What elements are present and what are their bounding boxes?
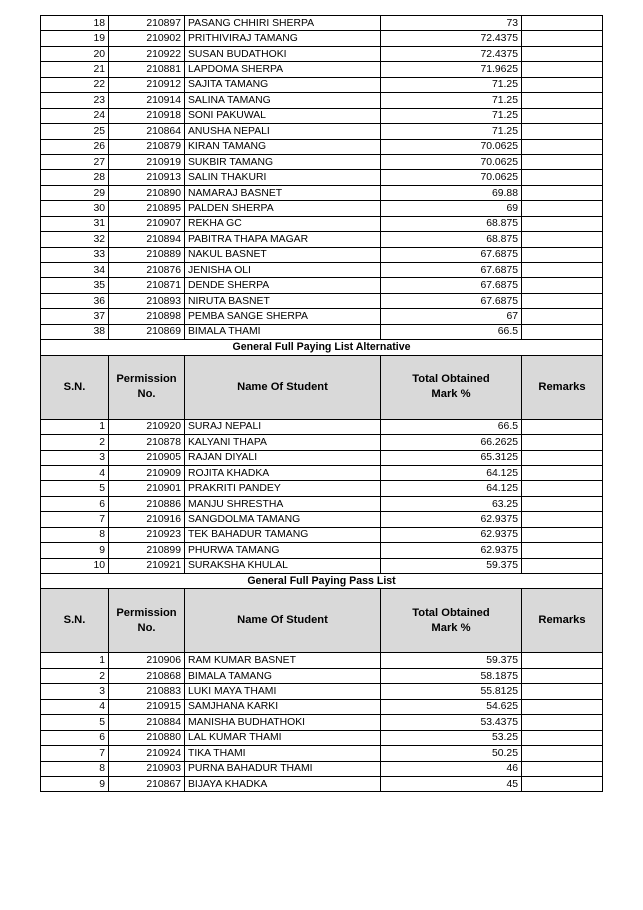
remarks-cell bbox=[522, 293, 603, 308]
total-mark: 66.5 bbox=[381, 419, 522, 434]
serial-number: 9 bbox=[41, 543, 109, 558]
permission-no-header bbox=[109, 355, 185, 419]
remarks-cell bbox=[522, 108, 603, 123]
total-mark: 70.0625 bbox=[381, 139, 522, 154]
name-header: Name Of Student bbox=[185, 355, 381, 419]
table-row bbox=[41, 730, 603, 745]
serial-number: 4 bbox=[41, 699, 109, 714]
permission-number: 210893 bbox=[109, 293, 185, 308]
serial-number: 34 bbox=[41, 263, 109, 278]
total-mark: 69 bbox=[381, 201, 522, 216]
remarks-cell bbox=[522, 543, 603, 558]
permission-number: 210897 bbox=[109, 16, 185, 31]
permission-number: 210886 bbox=[109, 496, 185, 511]
remarks-cell bbox=[522, 715, 603, 730]
header-line-1: Total Obtained bbox=[412, 606, 490, 619]
table-row bbox=[41, 201, 603, 216]
permission-number: 210924 bbox=[109, 746, 185, 761]
remarks-cell bbox=[522, 668, 603, 683]
total-mark: 68.875 bbox=[381, 216, 522, 231]
sn-header: S.N. bbox=[41, 355, 109, 419]
column-header-row bbox=[41, 355, 603, 419]
permission-number: 210871 bbox=[109, 278, 185, 293]
student-name: SALIN THAKURI bbox=[185, 170, 381, 185]
results-table bbox=[40, 15, 603, 792]
table-row bbox=[41, 715, 603, 730]
table-row bbox=[41, 435, 603, 450]
table-row bbox=[41, 419, 603, 434]
remarks-cell bbox=[522, 761, 603, 776]
serial-number: 32 bbox=[41, 232, 109, 247]
student-name: ANUSHA NEPALI bbox=[185, 124, 381, 139]
permission-number: 210914 bbox=[109, 93, 185, 108]
table-row bbox=[41, 776, 603, 791]
student-name: TEK BAHADUR TAMANG bbox=[185, 527, 381, 542]
total-mark: 66.2625 bbox=[381, 435, 522, 450]
serial-number: 2 bbox=[41, 435, 109, 450]
remarks-cell bbox=[522, 324, 603, 339]
student-name: LAPDOMA SHERPA bbox=[185, 62, 381, 77]
permission-number: 210890 bbox=[109, 185, 185, 200]
serial-number: 8 bbox=[41, 761, 109, 776]
serial-number: 23 bbox=[41, 93, 109, 108]
header-line-2: Mark % bbox=[431, 388, 471, 401]
student-name: KALYANI THAPA bbox=[185, 435, 381, 450]
serial-number: 6 bbox=[41, 730, 109, 745]
table-row bbox=[41, 512, 603, 527]
table-row bbox=[41, 16, 603, 31]
remarks-cell bbox=[522, 93, 603, 108]
student-name: NIRUTA BASNET bbox=[185, 293, 381, 308]
remarks-cell bbox=[522, 512, 603, 527]
remarks-cell bbox=[522, 185, 603, 200]
table-row bbox=[41, 684, 603, 699]
permission-number: 210894 bbox=[109, 232, 185, 247]
total-mark: 67.6875 bbox=[381, 293, 522, 308]
total-mark: 71.25 bbox=[381, 77, 522, 92]
total-mark-header bbox=[381, 589, 522, 653]
table-row bbox=[41, 450, 603, 465]
table-row bbox=[41, 653, 603, 668]
serial-number: 2 bbox=[41, 668, 109, 683]
student-name: MANJU SHRESTHA bbox=[185, 496, 381, 511]
permission-number: 210864 bbox=[109, 124, 185, 139]
table-row bbox=[41, 216, 603, 231]
remarks-cell bbox=[522, 309, 603, 324]
section-title-row bbox=[41, 574, 603, 589]
permission-number: 210918 bbox=[109, 108, 185, 123]
permission-number: 210902 bbox=[109, 31, 185, 46]
student-name: PRAKRITI PANDEY bbox=[185, 481, 381, 496]
permission-number: 210884 bbox=[109, 715, 185, 730]
permission-number: 210883 bbox=[109, 684, 185, 699]
student-name: BIMALA THAMI bbox=[185, 324, 381, 339]
remarks-cell bbox=[522, 247, 603, 262]
total-mark: 72.4375 bbox=[381, 46, 522, 61]
student-name: RAM KUMAR BASNET bbox=[185, 653, 381, 668]
remarks-cell bbox=[522, 730, 603, 745]
permission-number: 210876 bbox=[109, 263, 185, 278]
total-mark: 71.25 bbox=[381, 93, 522, 108]
remarks-cell bbox=[522, 216, 603, 231]
total-mark: 65.3125 bbox=[381, 450, 522, 465]
table-row bbox=[41, 699, 603, 714]
total-mark: 67.6875 bbox=[381, 263, 522, 278]
student-name: NAMARAJ BASNET bbox=[185, 185, 381, 200]
serial-number: 31 bbox=[41, 216, 109, 231]
sn-header: S.N. bbox=[41, 589, 109, 653]
permission-number: 210916 bbox=[109, 512, 185, 527]
student-name: SAMJHANA KARKI bbox=[185, 699, 381, 714]
table-row bbox=[41, 232, 603, 247]
header-line-2: Mark % bbox=[431, 621, 471, 634]
remarks-cell bbox=[522, 776, 603, 791]
permission-number: 210913 bbox=[109, 170, 185, 185]
table-row bbox=[41, 746, 603, 761]
table-row bbox=[41, 309, 603, 324]
student-name: PABITRA THAPA MAGAR bbox=[185, 232, 381, 247]
student-name: DENDE SHERPA bbox=[185, 278, 381, 293]
permission-number: 210901 bbox=[109, 481, 185, 496]
remarks-cell bbox=[522, 263, 603, 278]
serial-number: 3 bbox=[41, 450, 109, 465]
total-mark: 71.9625 bbox=[381, 62, 522, 77]
table-row bbox=[41, 293, 603, 308]
remarks-cell bbox=[522, 746, 603, 761]
permission-number: 210880 bbox=[109, 730, 185, 745]
serial-number: 38 bbox=[41, 324, 109, 339]
table-row bbox=[41, 465, 603, 480]
serial-number: 18 bbox=[41, 16, 109, 31]
remarks-cell bbox=[522, 465, 603, 480]
student-name: LUKI MAYA THAMI bbox=[185, 684, 381, 699]
table-row bbox=[41, 761, 603, 776]
remarks-cell bbox=[522, 481, 603, 496]
total-mark: 58.1875 bbox=[381, 668, 522, 683]
student-name: RAJAN DIYALI bbox=[185, 450, 381, 465]
remarks-cell bbox=[522, 77, 603, 92]
student-name: PASANG CHHIRI SHERPA bbox=[185, 16, 381, 31]
header-line-1: Permission bbox=[116, 606, 177, 619]
total-mark: 71.25 bbox=[381, 108, 522, 123]
serial-number: 5 bbox=[41, 715, 109, 730]
serial-number: 36 bbox=[41, 293, 109, 308]
header-line-1: Total Obtained bbox=[412, 373, 490, 386]
table-row bbox=[41, 543, 603, 558]
serial-number: 4 bbox=[41, 465, 109, 480]
serial-number: 25 bbox=[41, 124, 109, 139]
total-mark: 45 bbox=[381, 776, 522, 791]
permission-number: 210867 bbox=[109, 776, 185, 791]
serial-number: 30 bbox=[41, 201, 109, 216]
permission-number: 210881 bbox=[109, 62, 185, 77]
student-name: SURAKSHA KHULAL bbox=[185, 558, 381, 573]
serial-number: 21 bbox=[41, 62, 109, 77]
remarks-cell bbox=[522, 435, 603, 450]
total-mark: 55.8125 bbox=[381, 684, 522, 699]
student-name: JENISHA OLI bbox=[185, 263, 381, 278]
remarks-cell bbox=[522, 31, 603, 46]
total-mark: 59.375 bbox=[381, 558, 522, 573]
serial-number: 6 bbox=[41, 496, 109, 511]
permission-number: 210905 bbox=[109, 450, 185, 465]
total-mark: 67.6875 bbox=[381, 278, 522, 293]
total-mark: 69.88 bbox=[381, 185, 522, 200]
serial-number: 10 bbox=[41, 558, 109, 573]
section-title-row bbox=[41, 340, 603, 355]
student-name: BIMALA TAMANG bbox=[185, 668, 381, 683]
total-mark: 62.9375 bbox=[381, 527, 522, 542]
serial-number: 20 bbox=[41, 46, 109, 61]
remarks-cell bbox=[522, 684, 603, 699]
total-mark: 73 bbox=[381, 16, 522, 31]
total-mark: 66.5 bbox=[381, 324, 522, 339]
serial-number: 35 bbox=[41, 278, 109, 293]
remarks-header: Remarks bbox=[522, 589, 603, 653]
table-row bbox=[41, 481, 603, 496]
student-name: SUKBIR TAMANG bbox=[185, 154, 381, 169]
student-name: BIJAYA KHADKA bbox=[185, 776, 381, 791]
student-name: SURAJ NEPALI bbox=[185, 419, 381, 434]
remarks-cell bbox=[522, 699, 603, 714]
serial-number: 27 bbox=[41, 154, 109, 169]
total-mark: 46 bbox=[381, 761, 522, 776]
student-name: SAJITA TAMANG bbox=[185, 77, 381, 92]
permission-number: 210919 bbox=[109, 154, 185, 169]
permission-number: 210889 bbox=[109, 247, 185, 262]
student-name: SALINA TAMANG bbox=[185, 93, 381, 108]
student-name: ROJITA KHADKA bbox=[185, 465, 381, 480]
table-row bbox=[41, 185, 603, 200]
table-row bbox=[41, 324, 603, 339]
remarks-cell bbox=[522, 558, 603, 573]
total-mark: 50.25 bbox=[381, 746, 522, 761]
permission-number: 210868 bbox=[109, 668, 185, 683]
serial-number: 29 bbox=[41, 185, 109, 200]
remarks-cell bbox=[522, 201, 603, 216]
permission-number: 210895 bbox=[109, 201, 185, 216]
serial-number: 7 bbox=[41, 746, 109, 761]
permission-number: 210898 bbox=[109, 309, 185, 324]
table-row bbox=[41, 247, 603, 262]
student-name: NAKUL BASNET bbox=[185, 247, 381, 262]
total-mark: 67 bbox=[381, 309, 522, 324]
table-row bbox=[41, 278, 603, 293]
permission-number: 210903 bbox=[109, 761, 185, 776]
permission-number: 210899 bbox=[109, 543, 185, 558]
serial-number: 7 bbox=[41, 512, 109, 527]
total-mark-header bbox=[381, 355, 522, 419]
results-table-body bbox=[41, 16, 603, 792]
header-line-2: No. bbox=[137, 388, 156, 401]
student-name: KIRAN TAMANG bbox=[185, 139, 381, 154]
serial-number: 22 bbox=[41, 77, 109, 92]
table-row bbox=[41, 77, 603, 92]
serial-number: 9 bbox=[41, 776, 109, 791]
permission-number: 210920 bbox=[109, 419, 185, 434]
table-row bbox=[41, 558, 603, 573]
remarks-header: Remarks bbox=[522, 355, 603, 419]
student-name: PURNA BAHADUR THAMI bbox=[185, 761, 381, 776]
student-name: PHURWA TAMANG bbox=[185, 543, 381, 558]
section-title: General Full Paying List Alternative bbox=[41, 340, 603, 355]
total-mark: 62.9375 bbox=[381, 543, 522, 558]
remarks-cell bbox=[522, 496, 603, 511]
remarks-cell bbox=[522, 154, 603, 169]
remarks-cell bbox=[522, 653, 603, 668]
total-mark: 72.4375 bbox=[381, 31, 522, 46]
serial-number: 3 bbox=[41, 684, 109, 699]
permission-number: 210912 bbox=[109, 77, 185, 92]
student-name: PALDEN SHERPA bbox=[185, 201, 381, 216]
serial-number: 19 bbox=[41, 31, 109, 46]
serial-number: 26 bbox=[41, 139, 109, 154]
serial-number: 28 bbox=[41, 170, 109, 185]
header-line-2: No. bbox=[137, 621, 156, 634]
student-name: SANGDOLMA TAMANG bbox=[185, 512, 381, 527]
table-row bbox=[41, 170, 603, 185]
total-mark: 53.4375 bbox=[381, 715, 522, 730]
total-mark: 70.0625 bbox=[381, 154, 522, 169]
remarks-cell bbox=[522, 232, 603, 247]
permission-no-header bbox=[109, 589, 185, 653]
permission-number: 210906 bbox=[109, 653, 185, 668]
table-row bbox=[41, 46, 603, 61]
serial-number: 24 bbox=[41, 108, 109, 123]
permission-number: 210869 bbox=[109, 324, 185, 339]
total-mark: 64.125 bbox=[381, 465, 522, 480]
serial-number: 33 bbox=[41, 247, 109, 262]
table-row bbox=[41, 93, 603, 108]
total-mark: 70.0625 bbox=[381, 170, 522, 185]
total-mark: 54.625 bbox=[381, 699, 522, 714]
table-row bbox=[41, 124, 603, 139]
total-mark: 62.9375 bbox=[381, 512, 522, 527]
permission-number: 210909 bbox=[109, 465, 185, 480]
remarks-cell bbox=[522, 139, 603, 154]
total-mark: 53.25 bbox=[381, 730, 522, 745]
total-mark: 59.375 bbox=[381, 653, 522, 668]
remarks-cell bbox=[522, 16, 603, 31]
serial-number: 37 bbox=[41, 309, 109, 324]
permission-number: 210922 bbox=[109, 46, 185, 61]
table-row bbox=[41, 31, 603, 46]
student-name: LAL KUMAR THAMI bbox=[185, 730, 381, 745]
table-row bbox=[41, 139, 603, 154]
table-row bbox=[41, 154, 603, 169]
serial-number: 5 bbox=[41, 481, 109, 496]
table-row bbox=[41, 527, 603, 542]
name-header: Name Of Student bbox=[185, 589, 381, 653]
header-line-1: Permission bbox=[116, 373, 177, 386]
remarks-cell bbox=[522, 62, 603, 77]
total-mark: 67.6875 bbox=[381, 247, 522, 262]
remarks-cell bbox=[522, 46, 603, 61]
remarks-cell bbox=[522, 124, 603, 139]
total-mark: 71.25 bbox=[381, 124, 522, 139]
student-name: SONI PAKUWAL bbox=[185, 108, 381, 123]
column-header-row bbox=[41, 589, 603, 653]
table-row bbox=[41, 108, 603, 123]
student-name: MANISHA BUDHATHOKI bbox=[185, 715, 381, 730]
permission-number: 210879 bbox=[109, 139, 185, 154]
total-mark: 63.25 bbox=[381, 496, 522, 511]
serial-number: 1 bbox=[41, 419, 109, 434]
remarks-cell bbox=[522, 419, 603, 434]
total-mark: 68.875 bbox=[381, 232, 522, 247]
permission-number: 210921 bbox=[109, 558, 185, 573]
permission-number: 210907 bbox=[109, 216, 185, 231]
table-row bbox=[41, 668, 603, 683]
student-name: TIKA THAMI bbox=[185, 746, 381, 761]
student-name: REKHA GC bbox=[185, 216, 381, 231]
permission-number: 210923 bbox=[109, 527, 185, 542]
student-name: PEMBA SANGE SHERPA bbox=[185, 309, 381, 324]
remarks-cell bbox=[522, 170, 603, 185]
student-name: SUSAN BUDATHOKI bbox=[185, 46, 381, 61]
serial-number: 8 bbox=[41, 527, 109, 542]
table-row bbox=[41, 62, 603, 77]
table-row bbox=[41, 496, 603, 511]
remarks-cell bbox=[522, 278, 603, 293]
remarks-cell bbox=[522, 527, 603, 542]
remarks-cell bbox=[522, 450, 603, 465]
serial-number: 1 bbox=[41, 653, 109, 668]
permission-number: 210915 bbox=[109, 699, 185, 714]
student-name: PRITHIVIRAJ TAMANG bbox=[185, 31, 381, 46]
table-row bbox=[41, 263, 603, 278]
total-mark: 64.125 bbox=[381, 481, 522, 496]
permission-number: 210878 bbox=[109, 435, 185, 450]
section-title: General Full Paying Pass List bbox=[41, 574, 603, 589]
